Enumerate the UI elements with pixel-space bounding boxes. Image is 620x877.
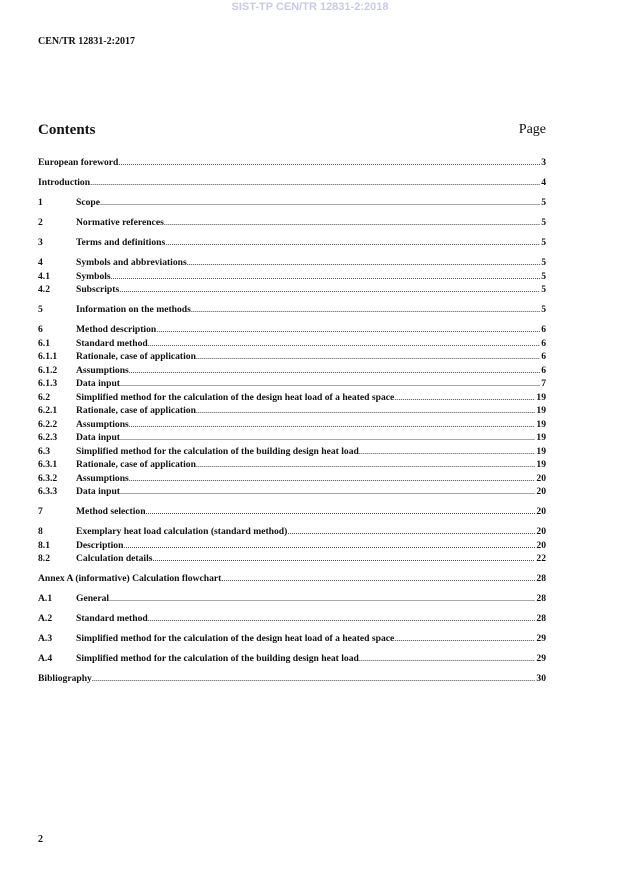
toc-entry-title: Assumptions [76,364,129,376]
toc-entry-title: Rationale, case of application [76,405,196,416]
toc-leader-dots [221,572,535,586]
toc-entry-title: Simplified method for the calculation of the design heat load of a heated space [76,633,395,644]
toc-entry[interactable] [38,350,546,364]
toc-leader-dots [148,612,536,626]
toc-leader-dots [123,539,535,553]
toc-entry-number: 4.2 [38,284,50,295]
contents-header [38,122,546,139]
toc-entry[interactable] [38,612,546,626]
toc-entry-page: 28 [536,593,546,604]
toc-entry[interactable] [38,216,546,230]
toc-group [38,592,546,606]
toc-group [38,525,546,566]
toc-entry-number: A.4 [38,653,53,664]
toc-leader-dots [187,256,540,270]
toc-entry-page: 20 [536,472,546,484]
toc-entry[interactable] [38,323,546,337]
toc-entry[interactable] [38,572,546,586]
toc-entry-title: Terms and definitions [76,237,166,248]
toc-entry-page: 5 [541,197,546,208]
toc-entry-page: 5 [541,304,546,315]
toc-entry[interactable] [38,552,546,566]
toc-leader-dots [148,337,541,351]
toc-leader-dots [129,472,536,486]
toc-entry-page: 28 [536,573,546,584]
toc-leader-dots [394,391,535,405]
toc-entry[interactable] [38,283,546,297]
toc-entry-number: 4.1 [38,270,50,282]
toc-entry-number: 5 [38,304,43,315]
toc-entry[interactable] [38,525,546,539]
toc-entry-number: A.1 [38,593,53,604]
toc-leader-dots [120,377,540,391]
toc-entry-page: 19 [536,445,546,457]
toc-leader-dots [129,364,540,378]
toc-entry-page: 5 [541,270,546,282]
toc-entry-page: 29 [536,653,546,664]
toc-leader-dots [129,418,536,432]
toc-entry-title: Standard method [76,337,148,349]
toc-group [38,632,546,646]
toc-group [38,505,546,519]
toc-entry-title: Data input [76,432,120,443]
toc-entry-title: Information on the methods [76,304,191,315]
toc-entry[interactable] [38,236,546,250]
toc-entry[interactable] [38,485,546,499]
toc-entry-page: 6 [541,364,546,376]
toc-leader-dots [92,672,536,686]
toc-group [38,323,546,499]
toc-leader-dots [156,323,540,337]
toc-entry[interactable] [38,270,546,284]
toc-entry-number: 7 [38,506,43,517]
toc-entry-page: 4 [541,177,546,188]
toc-leader-dots [164,216,540,230]
toc-entry-title: Symbols [76,270,111,282]
toc-group [38,672,546,686]
toc-entry-page: 19 [536,391,546,403]
toc-group [38,216,546,230]
toc-entry-title: Bibliography [38,673,92,684]
toc-entry-title: Rationale, case of application [76,351,196,362]
toc-entry[interactable] [38,592,546,606]
toc-entry-page: 28 [536,613,546,624]
toc-entry-title: Data input [76,486,120,497]
page-column-label: Page [518,122,546,137]
toc-entry-page: 20 [536,526,546,537]
toc-entry-number: 4 [38,257,43,268]
toc-entry-page: 6 [541,324,546,335]
toc-entry-title: Simplified method for the calculation of the design heat load of a heated space [76,391,395,403]
toc-entry-title: Method selection [76,506,146,517]
toc-entry-page: 6 [541,351,546,362]
toc-leader-dots [100,196,540,210]
toc-entry-title: Data input [76,378,120,389]
toc-group [38,572,546,586]
toc-leader-dots [119,283,540,297]
toc-entry-number: 2 [38,217,43,228]
watermark: SIST-TP CEN/TR 12831-2:2018 [231,1,389,13]
toc-leader-dots [120,485,535,499]
toc-entry-number: 6.1.1 [38,351,58,362]
toc-group [38,303,546,317]
toc-entry-number: 8.2 [38,553,50,564]
toc-entry-title: Simplified method for the calculation of the building design heat load [76,653,359,664]
toc-entry-title: General [76,593,110,604]
toc-entry-number: 6.1.2 [38,364,58,376]
toc-entry-title: Introduction [38,177,91,188]
toc-entry-title: European foreword [38,157,119,168]
toc-group [38,176,546,190]
toc-entry-title: Exemplary heat load calculation (standard method) [76,526,288,537]
toc-entry[interactable] [38,337,546,351]
toc-entry-number: 6.1.3 [38,378,58,389]
toc-leader-dots [165,236,540,250]
toc-entry-number: 6.2.2 [38,418,58,430]
toc-entry-page: 20 [536,506,546,517]
toc-entry-page: 5 [541,237,546,248]
toc-entry-number: 8 [38,526,43,537]
contents-title: Contents [38,122,96,138]
toc-entry[interactable] [38,652,546,666]
toc-entry[interactable] [38,431,546,445]
toc-entry-page: 30 [536,673,546,684]
table-of-contents [38,156,546,692]
toc-entry-number: 6.1 [38,337,50,349]
page-number: 2 [38,834,43,845]
toc-entry[interactable] [38,445,546,459]
toc-entry-number: A.2 [38,613,53,624]
toc-entry-title: Annex A (informative) Calculation flowchart [38,573,222,584]
toc-entry[interactable] [38,672,546,686]
toc-entry-page: 22 [536,553,546,564]
toc-entry-page: 3 [541,157,546,168]
toc-entry[interactable] [38,472,546,486]
toc-entry-number: 8.1 [38,539,50,551]
toc-entry-page: 20 [536,539,546,551]
toc-entry-number: 6 [38,324,43,335]
toc-group [38,196,546,210]
toc-leader-dots [394,632,535,646]
toc-leader-dots [153,552,536,566]
toc-leader-dots [90,176,540,190]
toc-entry-number: A.3 [38,633,53,644]
toc-entry[interactable] [38,156,546,170]
toc-entry[interactable] [38,176,546,190]
toc-entry[interactable] [38,196,546,210]
toc-entry-page: 6 [541,337,546,349]
toc-entry[interactable] [38,458,546,472]
toc-entry-title: Description [76,539,124,551]
toc-entry-number: 6.3.2 [38,472,58,484]
toc-entry-page: 7 [541,378,546,389]
toc-entry-title: Assumptions [76,418,129,430]
toc-leader-dots [359,445,536,459]
toc-entry-number: 1 [38,197,43,208]
toc-leader-dots [109,592,535,606]
toc-entry-page: 19 [536,432,546,443]
toc-leader-dots [196,458,535,472]
toc-entry-page: 19 [536,459,546,470]
toc-entry[interactable] [38,505,546,519]
toc-entry[interactable] [38,418,546,432]
toc-leader-dots [196,404,535,418]
toc-leader-dots [111,270,541,284]
toc-group [38,236,546,250]
toc-entry[interactable] [38,364,546,378]
toc-group [38,156,546,170]
toc-entry-page: 19 [536,405,546,416]
toc-entry-title: Symbols and abbreviations [76,257,187,268]
toc-entry[interactable] [38,539,546,553]
toc-entry[interactable] [38,404,546,418]
toc-entry-page: 29 [536,633,546,644]
toc-leader-dots [196,350,540,364]
toc-entry-number: 6.2.1 [38,405,58,416]
toc-entry-page: 19 [536,418,546,430]
toc-entry-number: 6.3.1 [38,459,58,470]
toc-entry[interactable] [38,377,546,391]
toc-entry-number: 6.2 [38,391,50,403]
toc-group [38,256,546,297]
toc-entry-title: Calculation details [76,553,153,564]
toc-entry-title: Standard method [76,613,148,624]
toc-entry-number: 3 [38,237,43,248]
document-id: CEN/TR 12831-2:2017 [38,36,135,47]
toc-entry[interactable] [38,632,546,646]
toc-entry-number: 6.3 [38,445,50,457]
toc-entry-title: Scope [76,197,100,208]
toc-entry-title: Simplified method for the calculation of the building design heat load [76,445,359,457]
toc-entry-page: 5 [541,257,546,268]
toc-entry-page: 5 [541,217,546,228]
toc-entry[interactable] [38,303,546,317]
toc-leader-dots [287,525,535,539]
toc-entry-page: 20 [536,486,546,497]
toc-entry-title: Subscripts [76,284,120,295]
toc-entry[interactable] [38,391,546,405]
toc-leader-dots [118,156,540,170]
toc-entry-title: Normative references [76,217,164,228]
toc-entry[interactable] [38,256,546,270]
toc-leader-dots [191,303,540,317]
toc-leader-dots [120,431,535,445]
toc-entry-page: 5 [541,284,546,295]
toc-leader-dots [359,652,536,666]
toc-entry-title: Assumptions [76,472,129,484]
toc-entry-number: 6.2.3 [38,432,58,443]
toc-group [38,652,546,666]
toc-entry-number: 6.3.3 [38,486,58,497]
toc-entry-title: Rationale, case of application [76,459,196,470]
toc-leader-dots [146,505,536,519]
toc-group [38,612,546,626]
toc-entry-title: Method description [76,324,157,335]
